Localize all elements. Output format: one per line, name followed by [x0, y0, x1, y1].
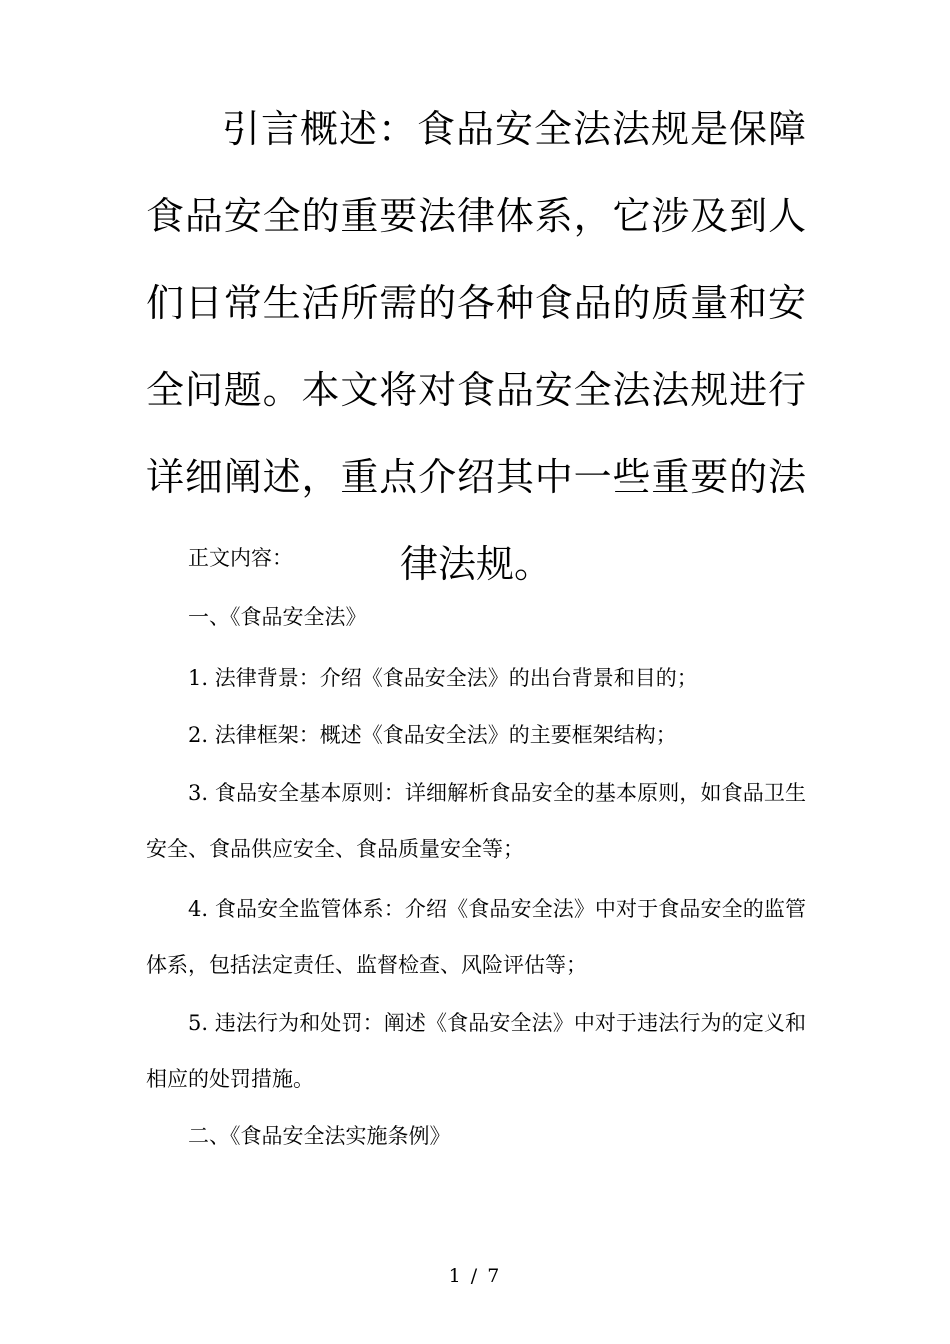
list-item-5: 5. 违法行为和处罚：阐述《食品安全法》中对于违法行为的定义和相应的处罚措施。	[146, 1011, 806, 1091]
intro-paragraph: 引言概述：食品安全法法规是保障食品安全的重要法律体系，它涉及到人们日常生活所需的各种食品的质量和安全问题。本文将对食品安全法法规进行详细阐述，重点介绍其中一些重要的法律法规。	[146, 107, 806, 586]
section-heading-main: 正文内容：	[188, 546, 293, 570]
section-heading-1: 一、《食品安全法》	[188, 605, 367, 629]
list-item-3: 3. 食品安全基本原则：详细解析食品安全的基本原则，如食品卫生安全、食品供应安全、食品质量安全等；	[146, 781, 806, 861]
list-item-1: 1. 法律背景：介绍《食品安全法》的出台背景和目的；	[188, 666, 698, 690]
page-number: 1 / 7	[448, 1265, 502, 1287]
list-item-2: 2. 法律框架：概述《食品安全法》的主要框架结构；	[188, 723, 677, 747]
section-heading-2: 二、《食品安全法实施条例》	[188, 1124, 451, 1148]
list-item-4: 4. 食品安全监管体系：介绍《食品安全法》中对于食品安全的监管体系，包括法定责任、监督检查、风险评估等；	[146, 897, 806, 977]
